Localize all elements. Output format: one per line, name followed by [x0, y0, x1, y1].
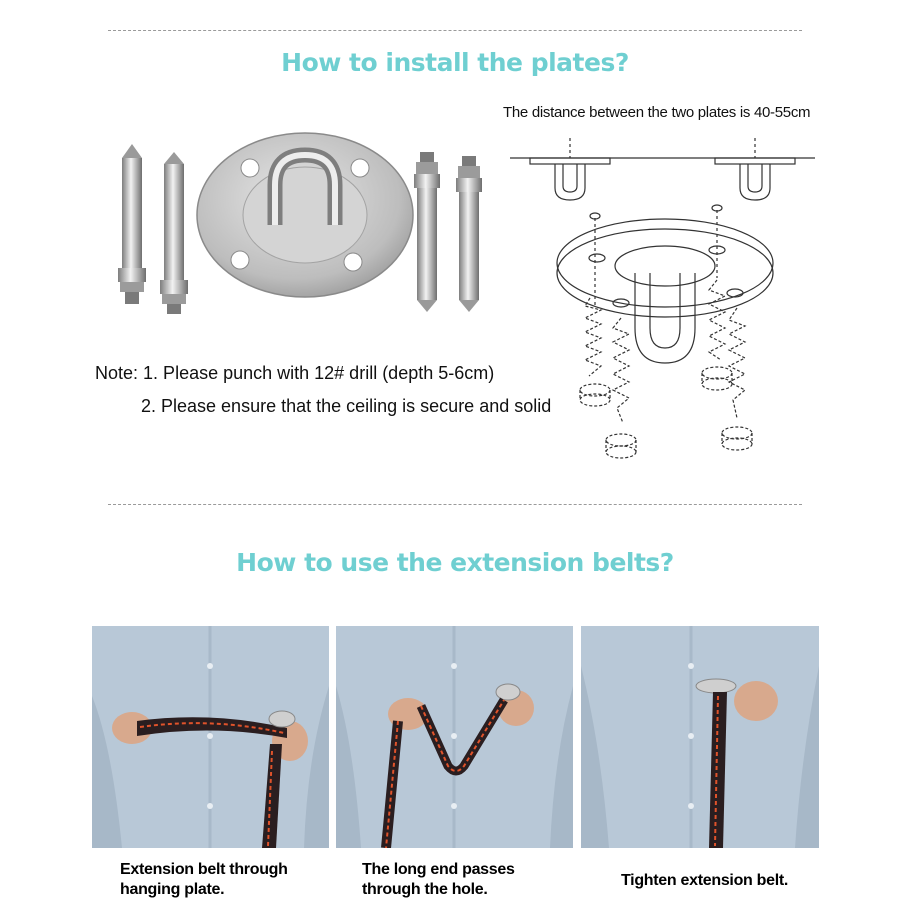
anchor-bolt-3 — [414, 152, 440, 312]
hardware-illustration — [110, 130, 495, 320]
middle-divider — [108, 504, 802, 505]
step-1-caption: Extension belt through hanging plate. — [120, 861, 288, 898]
note-prefix: Note: — [95, 363, 139, 383]
anchor-bolt-4 — [456, 156, 482, 312]
installation-diagram — [505, 128, 825, 473]
install-note-1 — [95, 363, 494, 384]
ceiling-plate-right — [715, 138, 795, 200]
anchor-bolt-1 — [118, 144, 146, 304]
plate-distance-caption: The distance between the two plates is 40-55cm — [503, 104, 811, 121]
ceiling-plate-left — [530, 138, 610, 200]
screw-3 — [702, 280, 732, 390]
note-1-text: 1. Please punch with 12# drill (depth 5-6cm) — [143, 363, 495, 383]
screw-1 — [580, 298, 610, 406]
step-3-caption: Tighten extension belt. — [621, 872, 789, 889]
step-2-caption: The long end passes through the hole. — [362, 861, 515, 898]
install-section-title: How to install the plates? — [281, 48, 629, 77]
note-2-text: 2. Please ensure that the ceiling is secure and solid — [141, 396, 552, 416]
step-3-photo — [581, 626, 819, 848]
top-divider — [108, 30, 802, 31]
screw-2 — [606, 318, 636, 458]
anchor-bolt-2 — [160, 152, 188, 314]
install-note-2 — [141, 396, 551, 417]
step-2-photo — [336, 626, 573, 848]
step-1-photo — [92, 626, 329, 848]
hanging-plate — [197, 133, 413, 297]
usage-section-title: How to use the extension belts? — [236, 548, 674, 577]
